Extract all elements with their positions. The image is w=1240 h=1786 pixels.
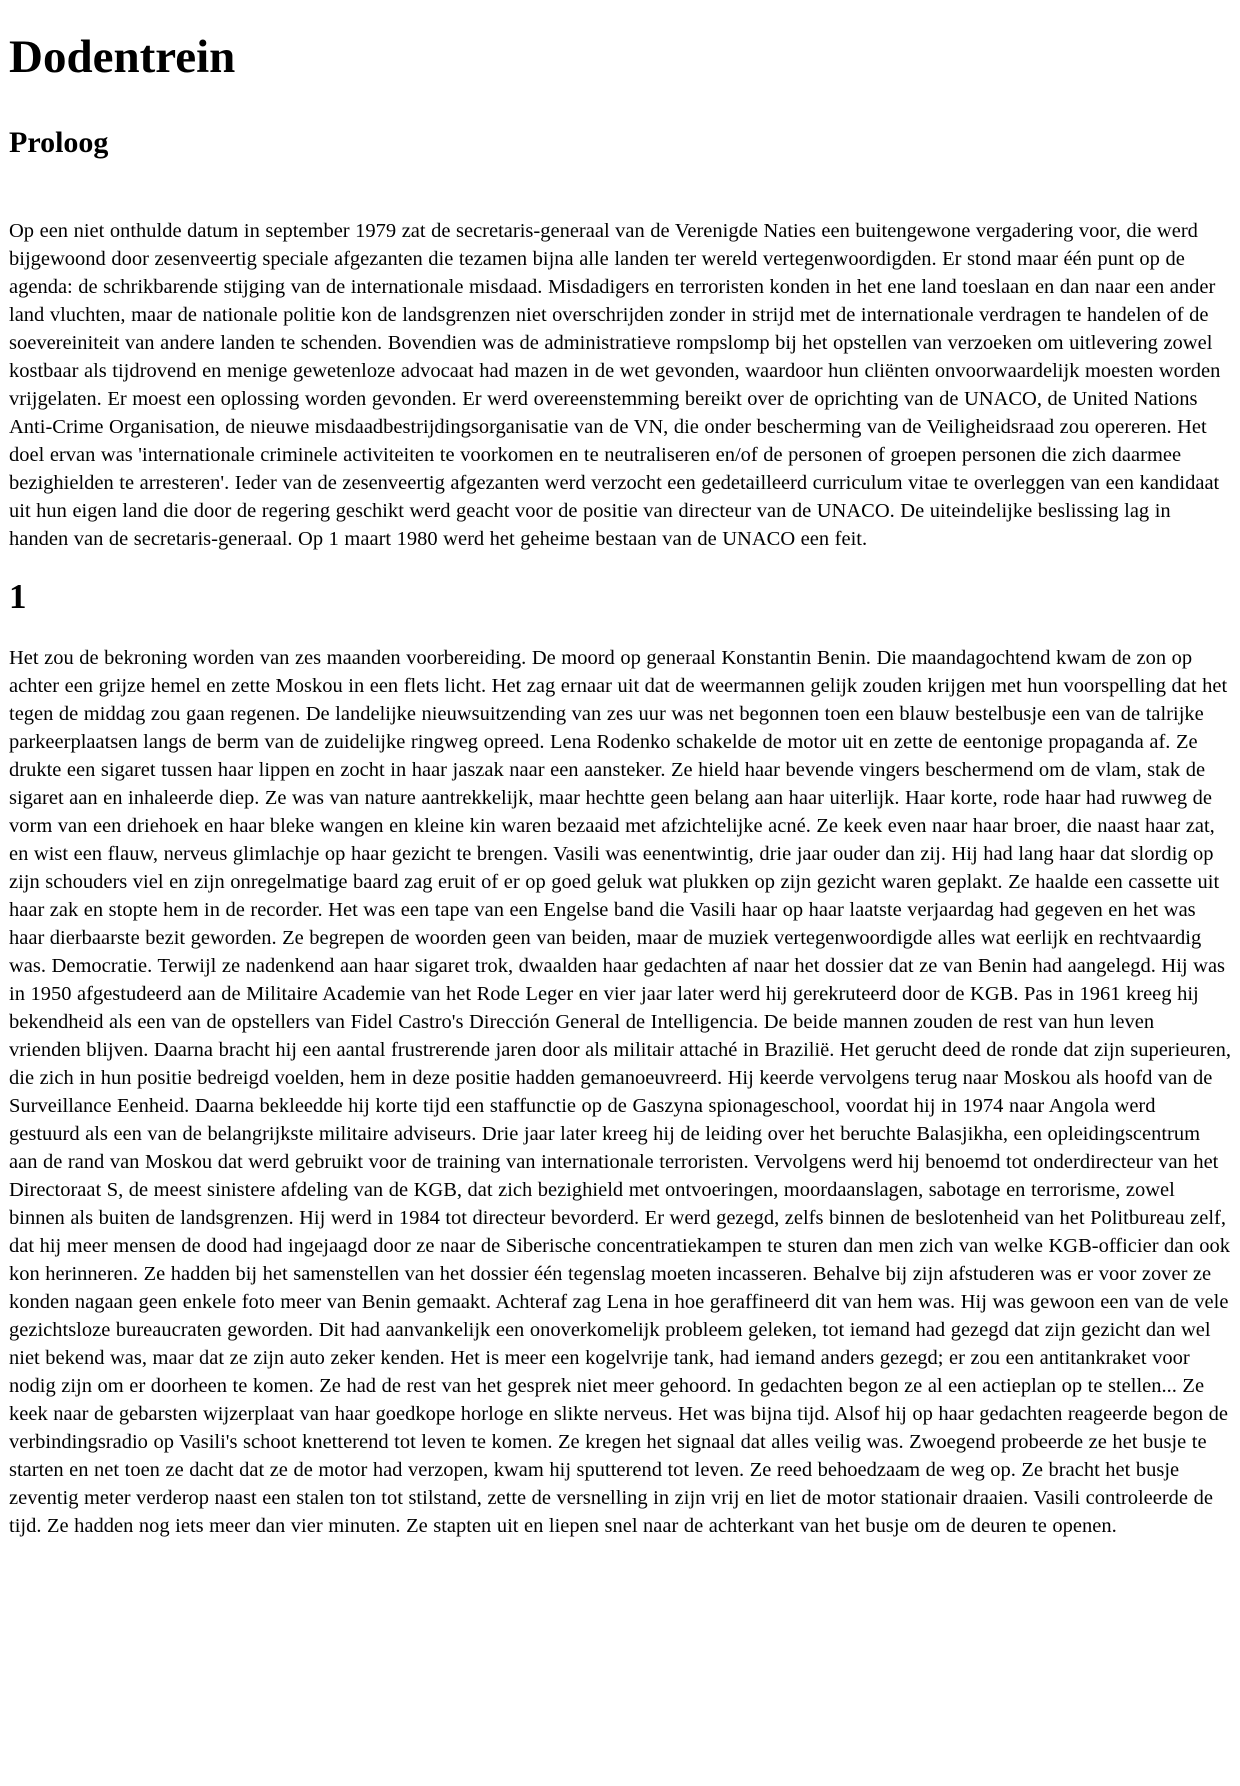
chapter-one-heading: 1 xyxy=(9,576,27,616)
book-page xyxy=(0,32,1240,1540)
book-title: Dodentrein xyxy=(9,31,236,83)
chapter-one-paragraph: Het zou de bekroning worden van zes maanden voorbereiding. De moord op generaal Konstantin Benin. Die maandagochtend kwam de zon op achter een grijze hemel en zette Moskou in een flets licht. Het zag ernaar uit dat de weermannen gelijk zouden krijgen met hun voorspelling dat het tegen de middag zou gaan regenen. De landelijke nieuwsuitzending van zes uur was net begonnen toen een blauw bestelbusje een van de talrijke parkeerplaatsen langs de berm van de zuidelijke ringweg opreed. Lena Rodenko schakelde de motor uit en zette de eentonige propaganda af. Ze drukte een sigaret tussen haar lippen en zocht in haar jaszak naar een aansteker. Ze hield haar bevende vingers beschermend om de vlam, stak de sigaret aan en inhaleerde diep. Ze was van nature aantrekkelijk, maar hechtte geen belang aan haar uiterlijk. Haar korte, rode haar had ruwweg de vorm van een driehoek en haar bleke wangen en kleine kin waren bezaaid met afzichtelijke acné. Ze keek even naar haar broer, die naast haar zat, en wist een flauw, nerveus glimlachje op haar gezicht te brengen. Vasili was eenentwintig, drie jaar ouder dan zij. Hij had lang haar dat slordig op zijn schouders viel en zijn onregelmatige baard zag eruit of er op goed geluk wat plukken op zijn gezicht waren geplakt. Ze haalde een cassette uit haar zak en stopte hem in de recorder. Het was een tape van een Engelse band die Vasili haar op haar laatste verjaardag had gegeven en het was haar dierbaarste bezit geworden. Ze begrepen de woorden geen van beiden, maar de muziek vertegenwoordigde alles wat eerlijk en rechtvaardig was. Democratie. Terwijl ze nadenkend aan haar sigaret trok, dwaalden haar gedachten af naar het dossier dat ze van Benin had aangelegd. Hij was in 1950 afgestudeerd aan de Militaire Academie van het Rode Leger en vier jaar later werd hij gerekruteerd door de KGB. Pas in 1961 kreeg hij bekendheid als een van de opstellers van Fidel Castro's Dirección General de Intelligencia. De beide mannen zouden de rest van hun leven vrienden blijven. Daarna bracht hij een aantal frustrerende jaren door als militair attaché in Brazilië. Het gerucht deed de ronde dat zijn superieuren, die zich in hun positie bedreigd voelden, hem in deze positie hadden gemanoeuvreerd. Hij keerde vervolgens terug naar Moskou als hoofd van de Surveillance Eenheid. Daarna bekleedde hij korte tijd een staffunctie op de Gaszyna spionageschool, voordat hij in 1974 naar Angola werd gestuurd als een van de belangrijkste militaire adviseurs. Drie jaar later kreeg hij de leiding over het beruchte Balasjikha, een opleidingscentrum aan de rand van Moskou dat werd gebruikt voor de training van internationale terroristen. Vervolgens werd hij benoemd tot onderdirecteur van het Directoraat S, de meest sinistere afdeling van de KGB, dat zich bezighield met ontvoeringen, moordaanslagen, sabotage en terrorisme, zowel binnen als buiten de landsgrenzen. Hij werd in 1984 tot directeur bevorderd. Er werd gezegd, zelfs binnen de beslotenheid van het Politbureau zelf, dat hij meer mensen de dood had ingejaagd door ze naar de Siberische concentratiekampen te sturen dan men zich van welke KGB-officier dan ook kon herinneren. Ze hadden bij het samenstellen van het dossier één tegenslag moeten incasseren. Behalve bij zijn afstuderen was er voor zover ze konden nagaan geen enkele foto meer van Benin gemaakt. Achteraf zag Lena in hoe geraffineerd dit van hem was. Hij was gewoon een van de vele gezichtsloze bureaucraten geworden. Dit had aanvankelijk een onoverkomelijk probleem geleken, tot iemand had gezegd dat zijn gezicht dan wel niet bekend was, maar dat ze zijn auto zeker kenden. Het is meer een kogelvrije tank, had iemand anders gezegd; er zou een antitankraket voor nodig zijn om er doorheen te komen. Ze had de rest van het gesprek niet meer gehoord. In gedachten begon ze al een actieplan op te stellen... Ze keek naar de gebarsten wijzerplaat van haar goedkope horloge en slikte nerveus. Het was bijna tijd. Alsof hij op haar gedachten reageerde begon de verbindingsradio op Vasili's schoot knetterend tot leven te komen. Ze kregen het signaal dat alles veilig was. Zwoegend probeerde ze het busje te starten en net toen ze dacht dat ze de motor had verzopen, kwam hij sputterend tot leven. Ze reed behoedzaam de weg op. Ze bracht het busje zeventig meter verderop naast een stalen ton tot stilstand, zette de versnelling in zijn vrij en liet de motor stationair draaien. Vasili controleerde de tijd. Ze hadden nog iets meer dan vier minuten. Ze stapten uit en liepen snel naar de achterkant van het busje om de deuren te openen. xyxy=(9,647,1231,1538)
prologue-paragraph: Op een niet onthulde datum in september 1979 zat de secretaris-generaal van de Verenigde Naties een buitengewone vergadering voor, die werd bijgewoond door zesenveertig speciale afgezanten die tezamen bijna alle landen ter wereld vertegenwoordigden. Er stond maar één punt op de agenda: de schrikbarende stijging van de internationale misdaad. Misdadigers en terroristen konden in het ene land toeslaan en dan naar een ander land vluchten, maar de nationale politie kon de landsgrenzen niet overschrijden zonder in strijd met de internationale verdragen te handelen of de soevereiniteit van andere landen te schenden. Bovendien was de administratieve rompslomp bij het opstellen van verzoeken om uitlevering zowel kostbaar als tijdrovend en menige gewetenloze advocaat had mazen in de wet gevonden, waardoor hun cliënten onvoorwaardelijk moesten worden vrijgelaten. Er moest een oplossing worden gevonden. Er werd overeenstemming bereikt over de oprichting van de UNACO, de United Nations Anti-Crime Organisation, de nieuwe misdaadbestrijdingsorganisatie van de VN, die onder bescherming van de Veiligheidsraad zou opereren. Het doel ervan was 'internationale criminele activiteiten te voorkomen en te neutraliseren en/of de personen of groepen personen die zich daarmee bezighielden te arresteren'. Ieder van de zesenveertig afgezanten werd verzocht een gedetailleerd curriculum vitae te overleggen van een kandidaat uit hun eigen land die door de regering geschikt werd geacht voor de positie van directeur van de UNACO. De uiteindelijke beslissing lag in handen van de secretaris-generaal. Op 1 maart 1980 werd het geheime bestaan van de UNACO een feit. xyxy=(9,219,1221,550)
prologue-heading: Proloog xyxy=(9,125,109,159)
